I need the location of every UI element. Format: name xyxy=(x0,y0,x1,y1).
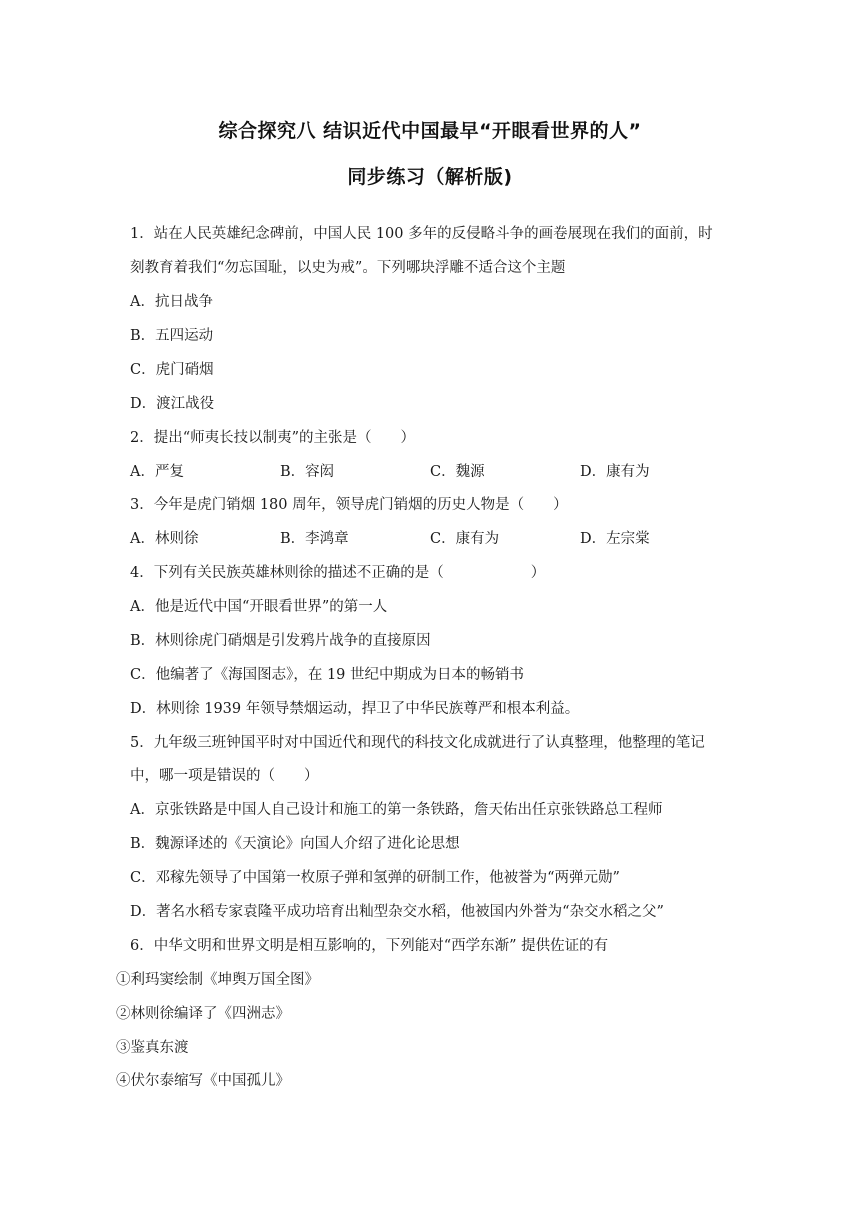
question-6-item-3: ③鉴真东渡 xyxy=(116,1040,189,1056)
document-title: 综合探究八 结识近代中国最早“开眼看世界的人” xyxy=(218,120,642,142)
document-subtitle: 同步练习（解析版) xyxy=(347,166,513,188)
question-3-option-b: B．李鸿章 xyxy=(280,531,349,547)
question-4-option-b: B．林则徐虎门硝烟是引发鸦片战争的直接原因 xyxy=(130,633,431,649)
question-4-stem: 4．下列有关民族英雄林则徐的描述不正确的是（ ） xyxy=(130,565,546,581)
question-3-stem: 3．今年是虎门销烟 180 周年，领导虎门销烟的历史人物是（ ） xyxy=(130,497,568,513)
question-1-option-d: D．渡江战役 xyxy=(130,396,215,412)
question-1-stem-line-2: 刻教育着我们“勿忘国耻，以史为戒”。下列哪块浮雕不适合这个主题 xyxy=(130,260,566,276)
question-5-stem-line-2: 中，哪一项是错误的（ ） xyxy=(130,768,319,784)
question-5-option-c: C．邓稼先领导了中国第一枚原子弹和氢弹的研制工作，他被誉为“两弹元勋” xyxy=(130,870,620,886)
question-6-item-4: ④伏尔泰缩写《中国孤儿》 xyxy=(116,1073,290,1089)
question-6-item-2: ②林则徐编译了《四洲志》 xyxy=(116,1006,290,1022)
question-3-option-a: A．林则徐 xyxy=(130,531,199,547)
question-1-option-a: A．抗日战争 xyxy=(130,294,213,310)
question-2-option-d: D．康有为 xyxy=(580,464,650,480)
question-2-option-a: A．严复 xyxy=(130,464,184,480)
question-4-option-d: D．林则徐 1939 年领导禁烟运动，捍卫了中华民族尊严和根本利益。 xyxy=(130,701,580,717)
question-5-stem-line-1: 5．九年级三班钟国平时对中国近代和现代的科技文化成就进行了认真整理，他整理的笔记 xyxy=(130,735,705,751)
question-3-option-c: C．康有为 xyxy=(430,531,500,547)
question-2-stem: 2．提出“师夷长技以制夷”的主张是（ ） xyxy=(130,430,416,446)
question-5-option-b: B．魏源译述的《天演论》向国人介绍了进化论思想 xyxy=(130,836,460,852)
question-1-stem-line-1: 1．站在人民英雄纪念碑前，中国人民 100 多年的反侵略斗争的画卷展现在我们的面前，时 xyxy=(130,226,713,242)
question-4-option-c: C．他编著了《海国图志》，在 19 世纪中期成为日本的畅销书 xyxy=(130,667,525,683)
question-6-stem: 6．中华文明和世界文明是相互影响的，下列能对“西学东渐” 提供佐证的有 xyxy=(130,938,609,954)
question-6-item-1: ①利玛窦绘制《坤舆万国全图》 xyxy=(116,972,319,988)
question-4-option-a: A．他是近代中国“开眼看世界”的第一人 xyxy=(130,599,388,615)
question-2-option-c: C．魏源 xyxy=(430,464,485,480)
question-5-option-a: A．京张铁路是中国人自己设计和施工的第一条铁路，詹天佑出任京张铁路总工程师 xyxy=(130,802,663,818)
question-5-option-d: D．著名水稻专家袁隆平成功培育出籼型杂交水稻，他被国内外誉为“杂交水稻之父” xyxy=(130,904,664,920)
question-3-option-d: D．左宗棠 xyxy=(580,531,650,547)
question-2-option-b: B．容闳 xyxy=(280,464,335,480)
question-1-option-b: B．五四运动 xyxy=(130,328,214,344)
question-1-option-c: C．虎门硝烟 xyxy=(130,362,214,378)
